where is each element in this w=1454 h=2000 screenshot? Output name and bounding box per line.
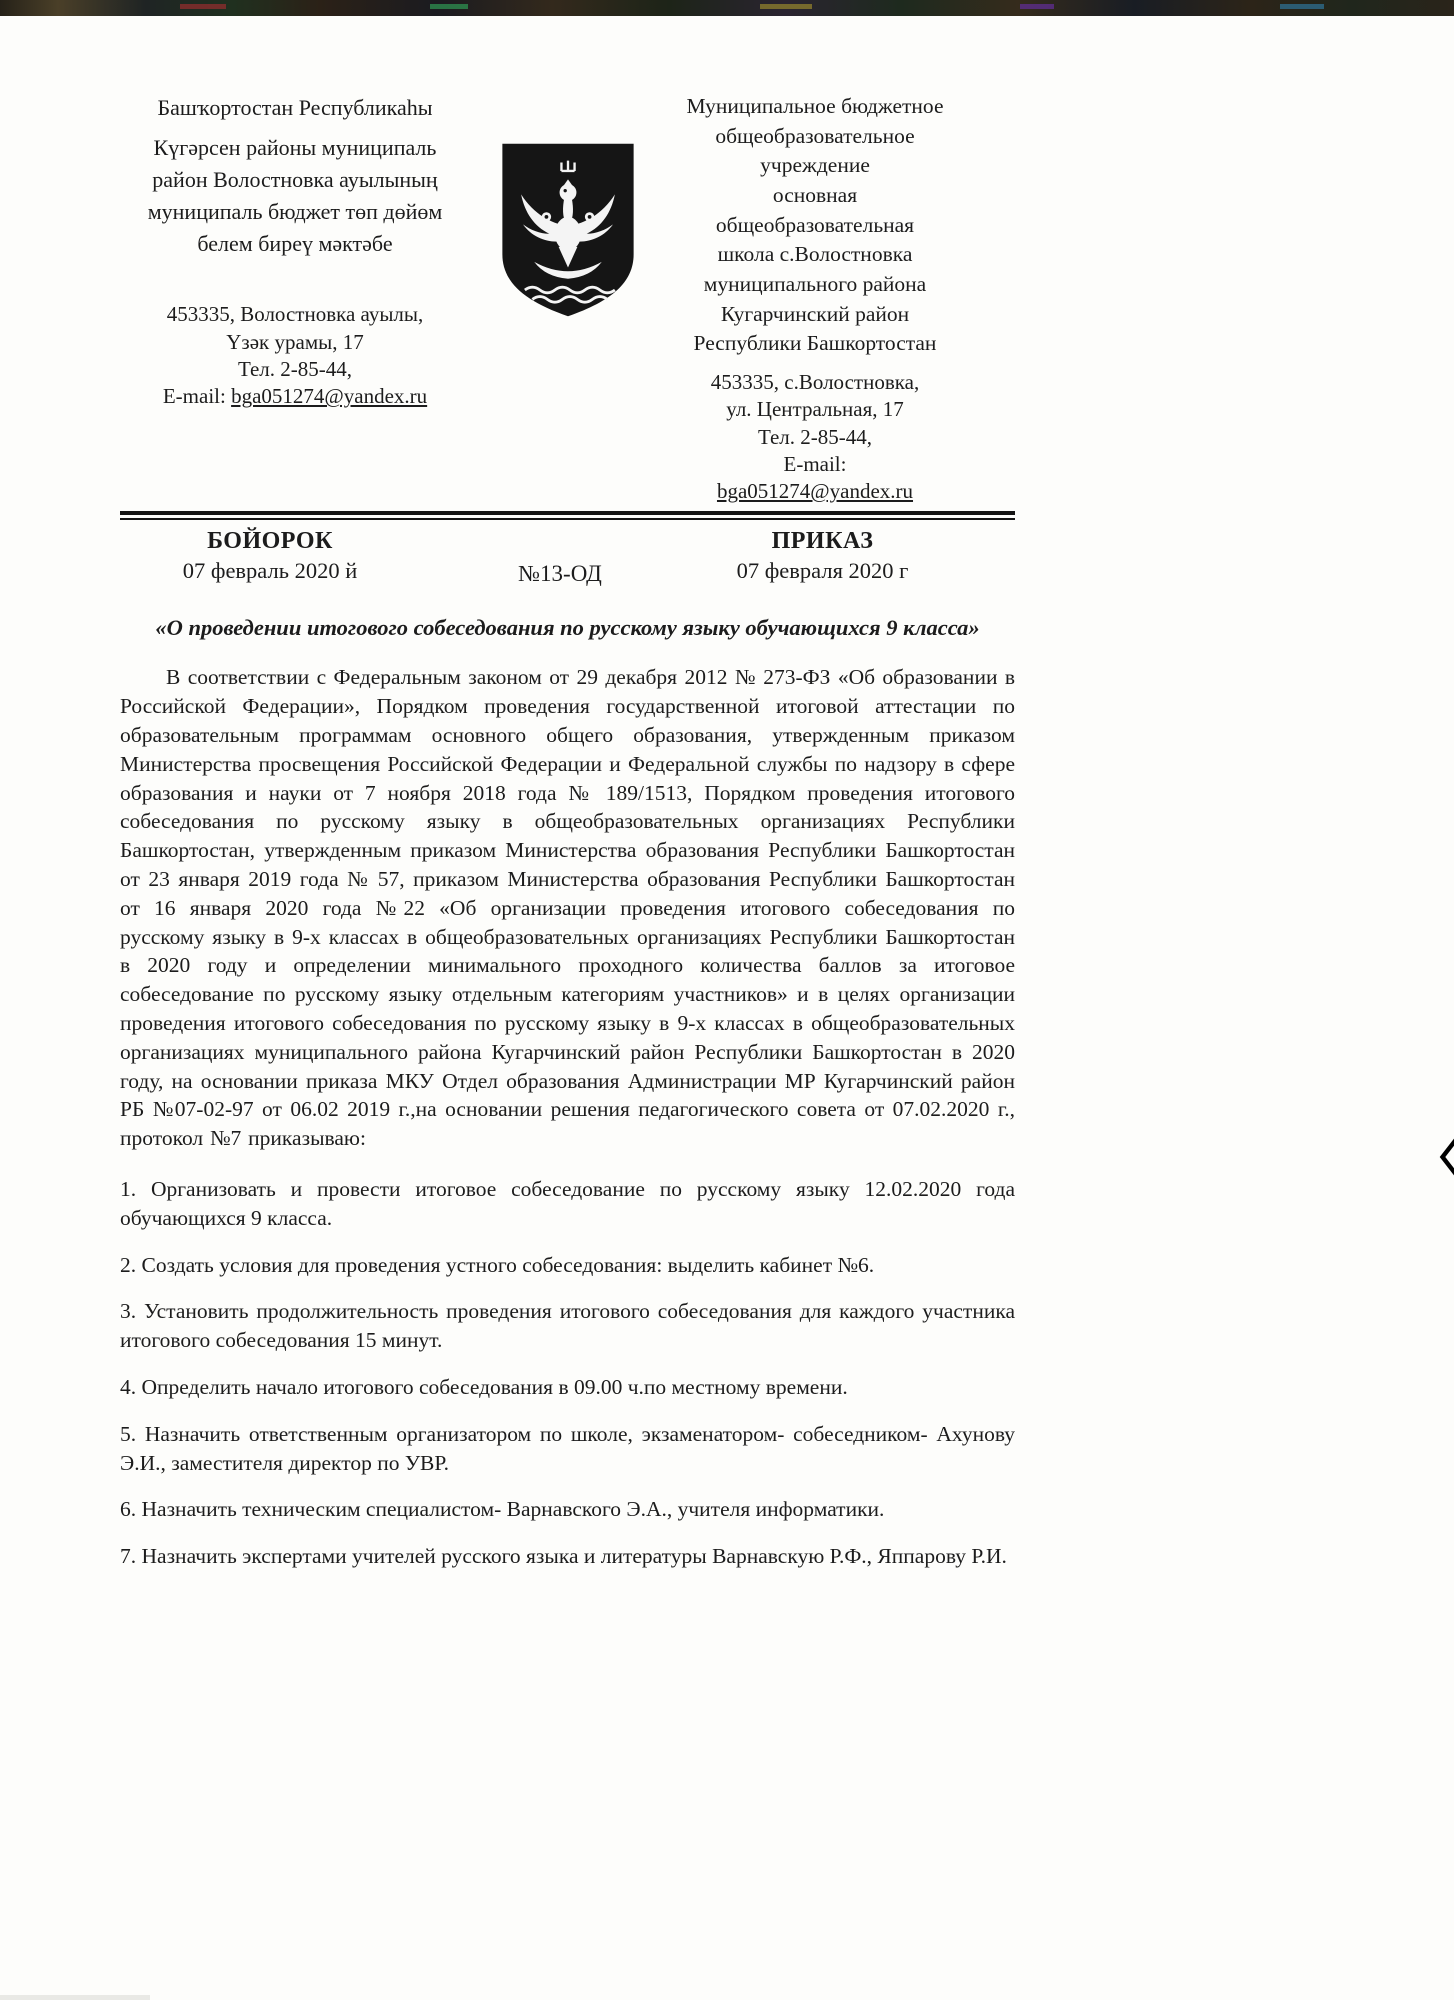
emblem-container: [450, 92, 685, 505]
address-line: Үзәк урамы, 17: [226, 329, 364, 354]
address-line: Тел. 2-85-44,: [757, 424, 873, 449]
letterhead-left-bashkir: [120, 92, 450, 505]
directives-list: [120, 1175, 1015, 1571]
order-word-bashkir: БОЙОРОК: [207, 528, 333, 555]
directive-item: 5. Назначить ответственным организатором по школе, экзаменатором- собеседником- Ахунову Э.И., заместителя директор по УВР.: [120, 1421, 1015, 1475]
letterhead-divider: [120, 511, 1015, 520]
org-name-line: Муниципальное бюджетное: [686, 94, 944, 118]
directive-item: 7. Назначить экспертами учителей русского языка и литературы Варнавскую Р.Ф., Яппарову Р.И.: [120, 1544, 1007, 1569]
preamble-paragraph: В соответствии с Федеральным законом от 29 декабря 2012 № 273-ФЗ «Об образовании в Российской Федерации», Порядком проведения государственной итоговой аттестации по образовательным программам основного общего образования, утвержденным приказом Министерства просвещения Российской Федерации и Федеральной службы по надзору в сфере образования и науки от 7 ноября 2018 года № 189/1513, Порядком проведения итогового собеседования по русскому языку в общеобразовательных организациях Республики Башкортостан, утвержденным приказом Министерства образования Республики Башкортостан от 23 января 2019 года № 57, приказом Министерства образования Республики Башкортостан от 16 января 2020 года №22 «Об организации проведения итогового собеседования по русскому языку в 9-х классах в общеобразовательных организациях Республики Башкортостан в 2020 году и определении минимального проходного количества баллов за итоговое собеседование по русскому языку отдельным категориям участников» и в целях организации проведения итогового собеседования по русскому языку в 9-х классах в общеобразовательных организациях муниципального района Кугарчинский район Республики Башкортостан в 2020 году, на основании приказа МКУ Отдел образования Администрации МР Кугарчинский район РБ №07-02-97 от 06.02 2019 г.,на основании решения педагогического совета от 07.02.2020 г., протокол №7 приказываю:: [120, 665, 1015, 1151]
address-line: Тел. 2-85-44,: [237, 357, 353, 382]
org-name-line: муниципального района: [703, 271, 927, 296]
order-date-bashkir: 07 февраль 2020 й: [182, 558, 358, 584]
scan-speck: [760, 4, 812, 9]
directive-item: 2. Создать условия для проведения устного собеседования: выделить кабинет №6.: [120, 1252, 875, 1277]
org-name-line: Республики Башкортостан: [693, 331, 937, 356]
directive-item: 4. Определить начало итогового собеседования в 09.00 ч.по местному времени.: [120, 1374, 848, 1399]
scan-speck: [1020, 4, 1054, 9]
order-number: №13-ОД: [518, 561, 602, 587]
org-name-bashkir: [140, 92, 450, 259]
order-date-russian: 07 февраля 2020 г: [736, 558, 909, 584]
order-number-cell: [420, 528, 700, 587]
scan-edge-mark: [1437, 1135, 1454, 1179]
coat-of-arms: [493, 136, 643, 324]
order-heading-bashkir: [120, 528, 420, 587]
address-bashkir: [140, 301, 450, 410]
address-russian: [685, 369, 945, 505]
org-name-line: Күгәрсен районы муниципаль: [153, 134, 437, 160]
address-line: 453335, с.Волостновка,: [710, 369, 920, 394]
org-name-line: белем биреү мәктәбе: [197, 230, 393, 256]
order-heading-russian: [700, 528, 1015, 587]
document-title: «О проведении итогового собеседования по русскому языку обучающихся 9 класса»: [155, 615, 980, 641]
order-word-russian: ПРИКАЗ: [771, 528, 874, 555]
email-label: E-mail:: [783, 451, 847, 476]
scan-speck: [180, 4, 226, 9]
letterhead: [120, 92, 1015, 505]
scan-speck: [1280, 4, 1324, 9]
email-line: [140, 383, 450, 410]
org-name-line: основная общеобразовательная: [715, 182, 915, 237]
org-name-line: Башҡортостан Республикаһы: [157, 95, 433, 120]
address-line: ул. Центральная, 17: [726, 397, 904, 422]
order-heading-row: [120, 528, 1015, 587]
org-name-line: общеобразовательное учреждение: [715, 123, 915, 178]
address-line: 453335, Волостновка ауылы,: [166, 302, 424, 327]
directive-item: 6. Назначить техническим специалистом- Варнавского Э.А., учителя информатики.: [120, 1497, 885, 1522]
document-content: [120, 92, 1015, 1589]
scan-speck: [430, 4, 468, 9]
directive-item: 3. Установить продолжительность проведения итогового собеседования для каждого участника итогового собеседования 15 минут.: [120, 1299, 1015, 1353]
scan-artifact-bottom: [0, 1995, 150, 2000]
email-line: [685, 451, 945, 506]
org-name-line: Кугарчинский район: [720, 301, 910, 326]
email-label: E-mail:: [162, 384, 232, 409]
directive-item: 1. Организовать и провести итоговое собеседование по русскому языку 12.02.2020 года обучающихся 9 класса.: [120, 1176, 1015, 1230]
email-address: bga051274@yandex.ru: [716, 479, 914, 504]
org-name-line: школа с.Волостновка: [717, 242, 913, 267]
email-address: bga051274@yandex.ru: [231, 384, 428, 409]
letterhead-right-russian: [685, 92, 1015, 505]
scan-artifact-top-band: [0, 0, 1454, 16]
org-name-russian: [685, 92, 945, 359]
org-name-line: район Волостновка ауылының: [152, 166, 438, 192]
org-name-line: муниципаль бюджет төп дөйөм: [147, 198, 443, 224]
